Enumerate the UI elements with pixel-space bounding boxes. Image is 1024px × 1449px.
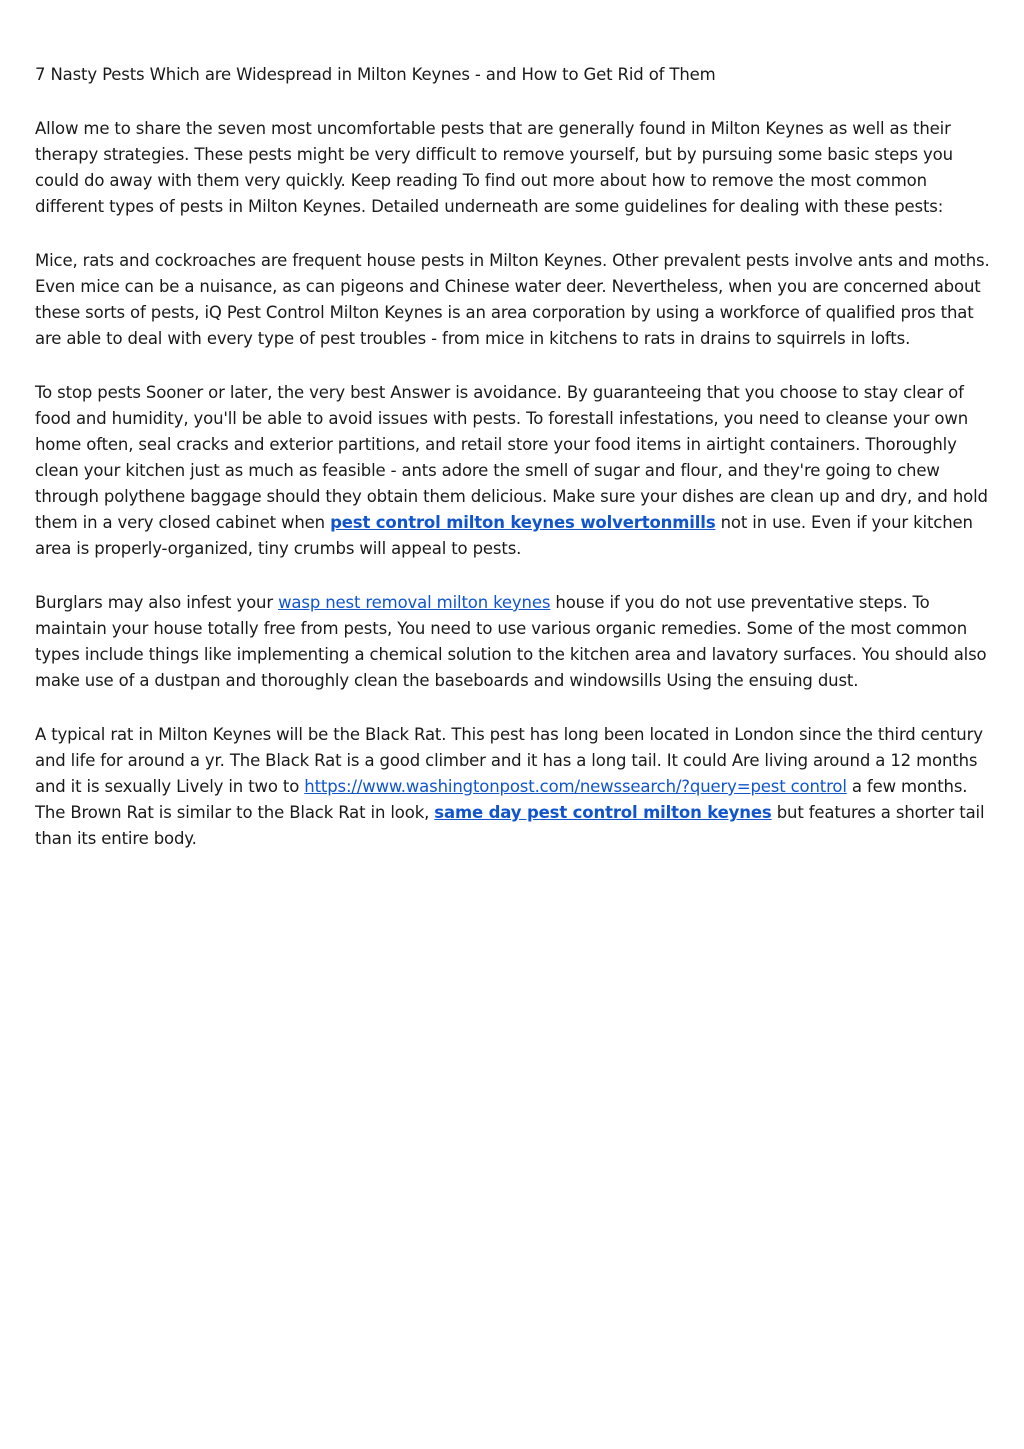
link-wasp-nest-removal[interactable]: wasp nest removal milton keynes — [278, 593, 551, 612]
paragraph-rats — [35, 722, 993, 852]
paragraph-remedies-text-before: Burglars may also infest your — [35, 593, 279, 612]
link-pest-control-wolvertonmills[interactable]: pest control milton keynes wolvertonmills — [330, 513, 716, 532]
paragraph-prevention-text-after: not in use. Even if your kitchen area is properly-organized, tiny crumbs will appeal to pests. — [35, 513, 973, 558]
paragraph-prevention-text-before: To stop pests Sooner or later, the very best Answer is avoidance. By guaranteeing that you choose to stay clear of food and humidity, you'll be able to avoid issues with pests. To forestall infestations, you need to cleanse your own home often, seal cracks and exterior partitions, and retail store your food items in airtight containers. Thoroughly clean your kitchen just as much as feasible - ants adore the smell of sugar and flour, and they're going to chew through polythene baggage should they obtain them delicious. Make sure your dishes are clean up and dry, and hold them in a very closed cabinet when — [35, 383, 988, 532]
paragraph-remedies — [35, 590, 993, 694]
link-washingtonpost-search[interactable]: https://www.washingtonpost.com/newssearch/?query=pest control — [304, 777, 847, 796]
document-page — [35, 62, 993, 880]
link-same-day-pest-control[interactable]: same day pest control milton keynes — [434, 803, 772, 822]
paragraph-common-pests: Mice, rats and cockroaches are frequent house pests in Milton Keynes. Other prevalent pests involve ants and moths. Even mice can be a nuisance, as can pigeons and Chinese water deer. Nevertheless, when you are concerned about these sorts of pests, iQ Pest Control Milton Keynes is an area corporation by using a workforce of qualified pros that are able to deal with every type of pest troubles - from mice in kitchens to rats in drains to squirrels in lofts. — [35, 251, 990, 348]
paragraph-prevention — [35, 380, 993, 562]
paragraph-rats-text-middle: a few months. The Brown Rat is similar to the Black Rat in look, — [35, 777, 968, 822]
paragraph-intro: Allow me to share the seven most uncomfortable pests that are generally found in Milton Keynes as well as their therapy strategies. These pests might be very difficult to remove yourself, but by pursuing some basic steps you could do away with them very quickly. Keep reading To find out more about how to remove the most common different types of pests in Milton Keynes. Detailed underneath are some guidelines for dealing with these pests: — [35, 119, 953, 216]
paragraph-remedies-text-after: house if you do not use preventative steps. To maintain your house totally free from pests, You need to use various organic remedies. Some of the most common types include things like implementing a chemical solution to the kitchen area and lavatory surfaces. You should also make use of a dustpan and thoroughly clean the baseboards and windowsills Using the ensuing dust. — [35, 593, 987, 690]
document-title: 7 Nasty Pests Which are Widespread in Milton Keynes - and How to Get Rid of Them — [35, 65, 716, 84]
paragraph-rats-text-after: but features a shorter tail than its entire body. — [35, 803, 985, 848]
paragraph-rats-text-before: A typical rat in Milton Keynes will be the Black Rat. This pest has long been located in London since the third century and life for around a yr. The Black Rat is a good climber and it has a long tail. It could Are living around a 12 months and it is sexually Lively in two to — [35, 725, 983, 796]
